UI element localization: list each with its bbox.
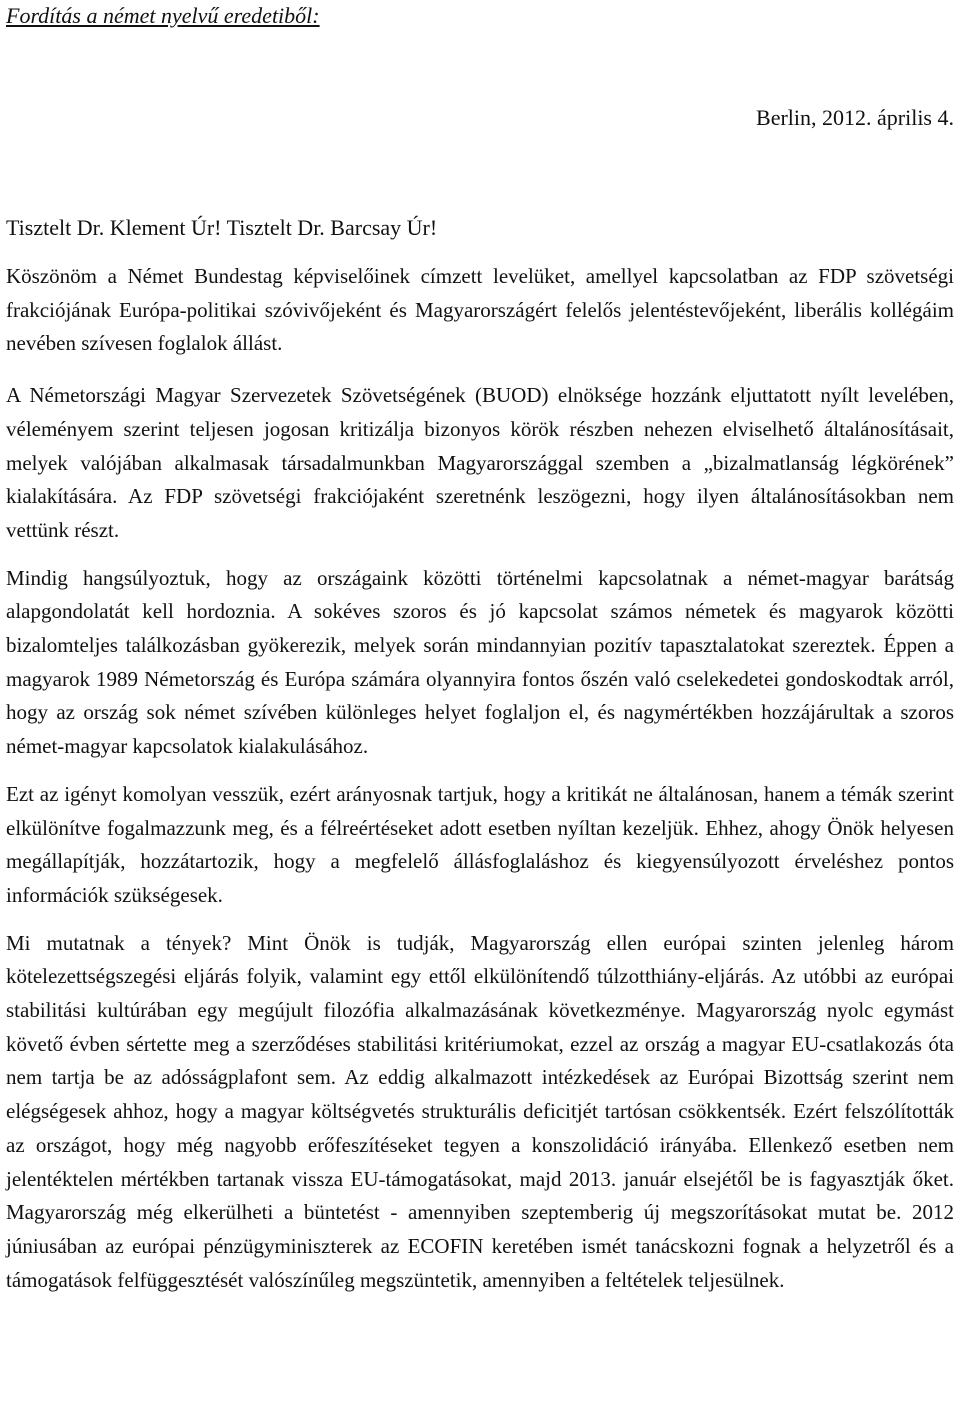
letter-body — [6, 260, 954, 1311]
paragraph: A Németországi Magyar Szervezetek Szövetségének (BUOD) elnöksége hozzánk eljuttatott nyílt levelében, véleményem szerint teljesen jogosan kritizálja bizonyos körök részben nehezen elviselhető általánosításait, melyek valójában alkalmasak társadalmunkban Magyarországgal szemben a „bizalmatlanság légkörének” kialakítására. Az FDP szövetségi frakciójaként szeretnénk leszögezni, hogy ilyen általánosításokban nem vettünk részt. — [6, 383, 954, 542]
paragraph: Köszönöm a Német Bundestag képviselőinek címzett levelüket, amellyel kapcsolatban az FDP szövetségi frakciójának Európa-politikai szóvivőjeként és Magyarországért felelős jelentéstevőjeként, liberális kollégáim nevében szívesen foglalok állást. — [6, 264, 954, 356]
place-and-date: Berlin, 2012. április 4. — [756, 105, 954, 130]
salutation: Tisztelt Dr. Klement Úr! Tisztelt Dr. Barcsay Úr! — [6, 215, 438, 240]
translation-note: Fordítás a német nyelvű eredetiből: — [6, 3, 320, 28]
paragraph: Mi mutatnak a tények? Mint Önök is tudják, Magyarország ellen európai szinten jelenleg három kötelezettségszegési eljárás folyik, valamint egy ettől elkülönítendő túlzotthiány-eljárás. Az utóbbi az európai stabilitási kultúrában egy megújult filozófia alkalmazásának következménye. Magyarország nyolc egymást követő évben sértette meg a szerződéses stabilitási kritériumokat, ezzel az ország a magyar EU-csatlakozás óta nem tartja be az adósságplafont sem. Az eddig alkalmazott intézkedések az Európai Bizottság szerint nem elégségesek ahhoz, hogy a magyar költségvetés strukturális deficitjét tartósan csökkentsék. Ezért felszólították az országot, hogy még nagyobb erőfeszítéseket tegyen a konszolidáció irányába. Ellenkező esetben nem jelentéktelen mértékben tartanak vissza EU-támogatásokat, majd 2013. január elsejétől be is fagyasztják őket. Magyarország még elkerülheti a büntetést - amennyiben szeptemberig új megszorításokat mutat be. 2012 júniusában az európai pénzügyminiszterek az ECOFIN keretében ismét tanácskozni fognak a helyzetről és a támogatások felfüggesztését valószínűleg megszüntetik, amennyiben a feltételek teljesülnek. — [6, 930, 954, 1292]
paragraph: Mindig hangsúlyoztuk, hogy az országaink közötti történelmi kapcsolatnak a német-magyar barátság alapgondolatát kell hordoznia. A sokéves szoros és jó kapcsolat számos németek és magyarok közötti bizalomteljes találkozásban gyökerezik, melyek során mindannyian pozitív tapasztalatokat szereztek. Éppen a magyarok 1989 Németország és Európa számára olyannyira fontos őszén való cselekedetei gondoskodtak arról, hogy az ország sok német szívében különleges helyet foglaljon el, és nagymértékben hozzájárultak a szoros német-magyar kapcsolatok kialakulásához. — [6, 565, 954, 759]
paragraph: Ezt az igényt komolyan vesszük, ezért arányosnak tartjuk, hogy a kritikát ne általánosan, hanem a témák szerint elkülönítve fogalmazzunk meg, és a félreértéseket adott esetben nyíltan kezeljük. Ehhez, ahogy Önök helyesen megállapítják, hozzátartozik, hogy a megfelelő állásfoglaláshoz és kiegyensúlyozott érveléshez pontos információk szükségesek. — [6, 781, 954, 907]
